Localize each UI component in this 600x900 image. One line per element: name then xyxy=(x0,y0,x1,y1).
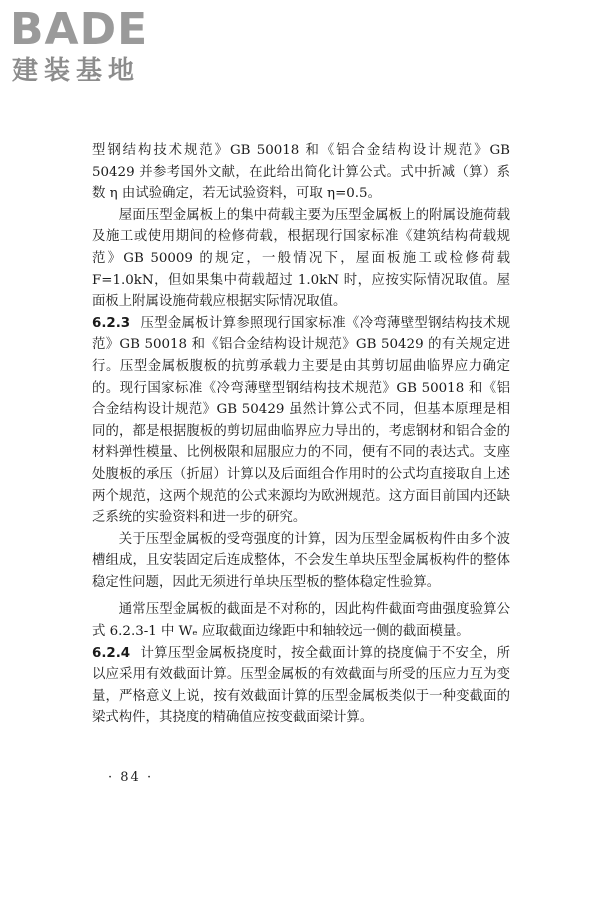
section-number: 6.2.4 xyxy=(92,645,131,661)
paragraph-continued xyxy=(92,140,510,205)
section-6-2-4 xyxy=(92,643,510,729)
paragraph-text: 通常压型金属板的截面是不对称的，因此构件截面弯曲强度验算公式 6.2.3-1 中 Wₑ 应取截面边缘距中和轴较远一侧的截面模量。 xyxy=(92,602,510,640)
paragraph-concentrated-load xyxy=(92,205,510,313)
page-number: · 84 · xyxy=(108,770,154,785)
paragraph-section-modulus xyxy=(92,599,510,642)
paragraph-bending-strength xyxy=(92,529,510,594)
paragraph-text: 屋面压型金属板上的集中荷载主要为压型金属板上的附属设施荷载及施工或使用期间的检修荷载，根据现行国家标准《建筑结构荷载规范》GB 50009 的规定，一般情况下，屋面板施工或检修荷载 F=1.0kN，但如果集中荷载超过 1.0kN 时，应按实际情况取值。屋面板上附属设施荷载应根据实际情况取值。 xyxy=(92,207,510,310)
paragraph-text: 关于压型金属板的受弯强度的计算，因为压型金属板构件由多个波槽组成，且安装固定后连成整体，不会发生单块压型金属板构件的整体稳定性问题，因此无须进行单块压型板的整体稳定性验算。 xyxy=(92,531,510,590)
document-body xyxy=(92,140,510,729)
bade-logo xyxy=(10,6,190,88)
logo-wordmark: BADE xyxy=(10,4,149,55)
section-6-2-3 xyxy=(92,313,510,529)
section-number: 6.2.3 xyxy=(92,315,131,331)
paragraph-text: 压型金属板计算参照现行国家标准《冷弯薄壁型钢结构技术规范》GB 50018 和《铝合金结构设计规范》GB 50429 的有关规定进行。压型金属板腹板的抗剪承载力主要是由其剪切屈曲临界应力确定的。现行国家标准《冷弯薄壁型钢结构技术规范》GB 50018 和《铝合金结构设计规范》GB 50429 虽然计算公式不同，但基本原理是相同的，都是根据腹板的剪切屈曲临界应力导出的，考虑钢材和铝合金的材料弹性模量、比例极限和屈服应力的不同，便有不同的表达式。支座处腹板的承压（折屈）计算以及后面组合作用时的公式均直接取自上述两个规范，这两个规范的公式来源均为欧洲规范。这方面目前国内还缺乏系统的实验资料和进一步的研究。 xyxy=(92,315,510,526)
paragraph-text: 计算压型金属板挠度时，按全截面计算的挠度偏于不安全，所以应采用有效截面计算。压型金属板的有效截面与所受的压应力互为变量，严格意义上说，按有效截面计算的压型金属板类似于一种变截面的梁式构件，其挠度的精确值应按变截面梁计算。 xyxy=(92,645,510,726)
paragraph-text: 型钢结构技术规范》GB 50018 和《铝合金结构设计规范》GB 50429 并参考国外文献，在此给出简化计算公式。式中折减（算）系数 η 由试验确定，若无试验资料，可取 η=0.5。 xyxy=(92,143,510,202)
logo-subtitle: 建装基地 xyxy=(12,56,141,86)
